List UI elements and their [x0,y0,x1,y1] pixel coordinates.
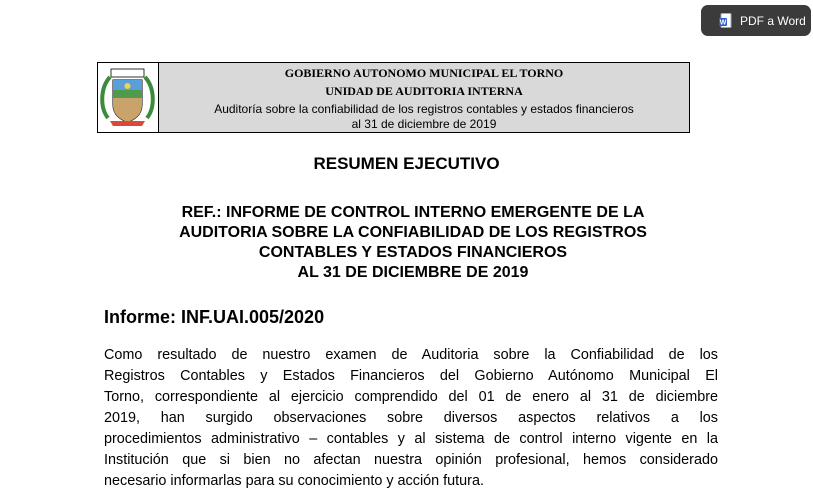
header-audit-date: al 31 de diciembre de 2019 [351,117,497,131]
word-file-icon [719,13,732,29]
municipal-seal-logo [98,63,159,132]
paragraph-line: Institución que si bien no afectan nuestra opinión profesional, hemos considerado [104,452,718,468]
reference-line: CONTABLES Y ESTADOS FINANCIEROS [258,244,568,261]
paragraph-line: 2019, han surgido observaciones sobre diversos aspectos relativos a los [104,410,718,426]
document-header [97,62,690,133]
header-institution: GOBIERNO AUTONOMO MUNICIPAL EL TORNO [284,66,564,80]
paragraph-line: Registros Contables y Estados Financieros del Gobierno Autónomo Municipal El [104,368,718,384]
reference-line: AUDITORIA SOBRE LA CONFIABILIDAD DE LOS REGISTROS [179,224,647,241]
paragraph-line: procedimientos administrativo – contables y al sistema de control interno vigente en la [104,431,718,447]
header-text-block [159,63,689,132]
header-audit-subject: Auditoría sobre la confiabilidad de los registros contables y estados financieros [214,102,634,116]
reference-block [120,203,706,283]
report-number: Informe: INF.UAI.005/2020 [104,307,325,327]
document-title: RESUMEN EJECUTIVO [313,154,500,173]
paragraph-line: necesario informarlas para su conocimiento y acción futura. [104,473,484,489]
pdf-to-word-label: PDF a Word [740,13,806,28]
paragraph-line: Torno, correspondiente al ejercicio comprendido del 01 de enero al 31 de diciembre [104,389,718,405]
pdf-to-word-button[interactable] [701,5,811,36]
reference-line: AL 31 DE DICIEMBRE DE 2019 [297,264,529,281]
svg-text:W: W [719,19,727,26]
summary-paragraph [104,345,718,492]
paragraph-line: Como resultado de nuestro examen de Auditoria sobre la Confiabilidad de los [104,347,718,363]
header-unit: UNIDAD DE AUDITORIA INTERNA [325,84,523,98]
reference-line: REF.: INFORME DE CONTROL INTERNO EMERGENTE DE LA [181,204,645,221]
